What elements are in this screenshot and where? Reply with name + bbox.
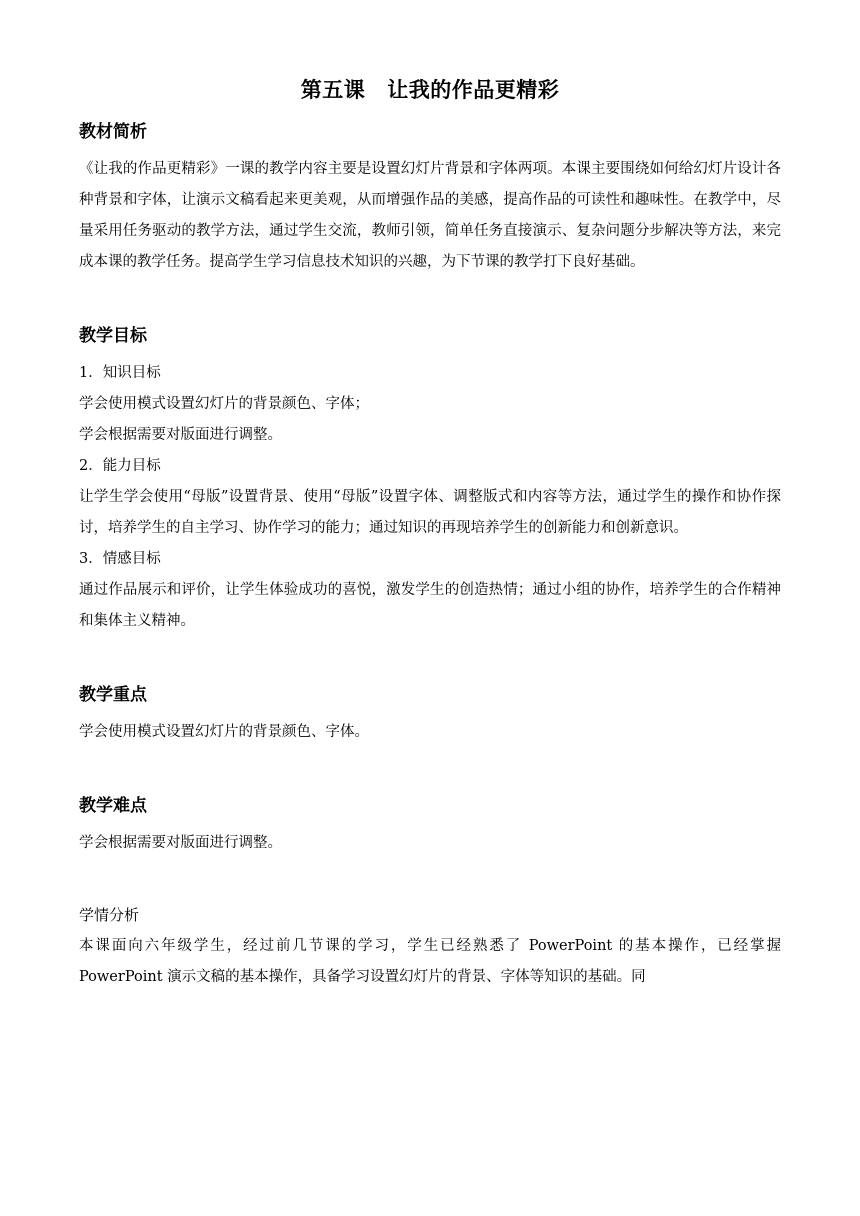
section-goals: [79, 320, 781, 637]
knowledge-goal-label: 1．知识目标: [79, 365, 161, 381]
section-body: 本课面向六年级学生，经过前几节课的学习，学生已经熟悉了 PowerPoint 的基本操作，已经掌握 PowerPoint 演示文稿的基本操作，具备学习设置幻灯片的背景、字体等知识的基础。同: [79, 938, 781, 985]
section-heading: 学情分析: [79, 906, 140, 924]
emotion-goal-body: 通过作品展示和评价，让学生体验成功的喜悦，激发学生的创造热情；通过小组的协作，培养学生的合作精神和集体主义精神。: [79, 582, 781, 629]
section-body: 学会使用模式设置幻灯片的背景颜色、字体。: [79, 724, 369, 740]
section-heading: 教学难点: [79, 796, 147, 816]
knowledge-goal-line: 学会根据需要对版面进行调整。: [79, 427, 282, 443]
lesson-title: [79, 72, 781, 108]
section-difficulties: [79, 790, 781, 859]
section-body: 《让我的作品更精彩》一课的教学内容主要是设置幻灯片背景和字体两项。本课主要围绕如何给幻灯片设计各种背景和字体，让演示文稿看起来更美观，从而增强作品的美感，提高作品的可读性和趣味性。在教学中，尽量采用任务驱动的教学方法，通过学生交流，教师引领，简单任务直接演示、复杂问题分步解决等方法，来完成本课的教学任务。提高学生学习信息技术知识的兴趣，为下节课的教学打下良好基础。: [79, 161, 781, 270]
ability-goal-body: 让学生学会使用“母版”设置背景、使用“母版”设置字体、调整版式和内容等方法，通过学生的操作和协作探讨，培养学生的自主学习、协作学习的能力；通过知识的再现培养学生的创新能力和创新意识。: [79, 489, 781, 536]
ability-goal-label: 2．能力目标: [79, 458, 161, 474]
lesson-name: 让我的作品更精彩: [387, 78, 560, 102]
section-analysis: [79, 116, 781, 278]
section-heading: 教学重点: [79, 685, 147, 705]
lesson-number: 第五课: [300, 78, 366, 102]
section-heading: 教材简析: [79, 122, 147, 142]
section-learner-analysis: [79, 899, 781, 993]
emotion-goal-label: 3．情感目标: [79, 551, 161, 567]
knowledge-goal-line: 学会使用模式设置幻灯片的背景颜色、字体；: [79, 396, 369, 412]
section-heading: 教学目标: [79, 326, 147, 346]
document-page: [79, 72, 781, 993]
section-body: 学会根据需要对版面进行调整。: [79, 835, 282, 851]
section-key-points: [79, 679, 781, 748]
